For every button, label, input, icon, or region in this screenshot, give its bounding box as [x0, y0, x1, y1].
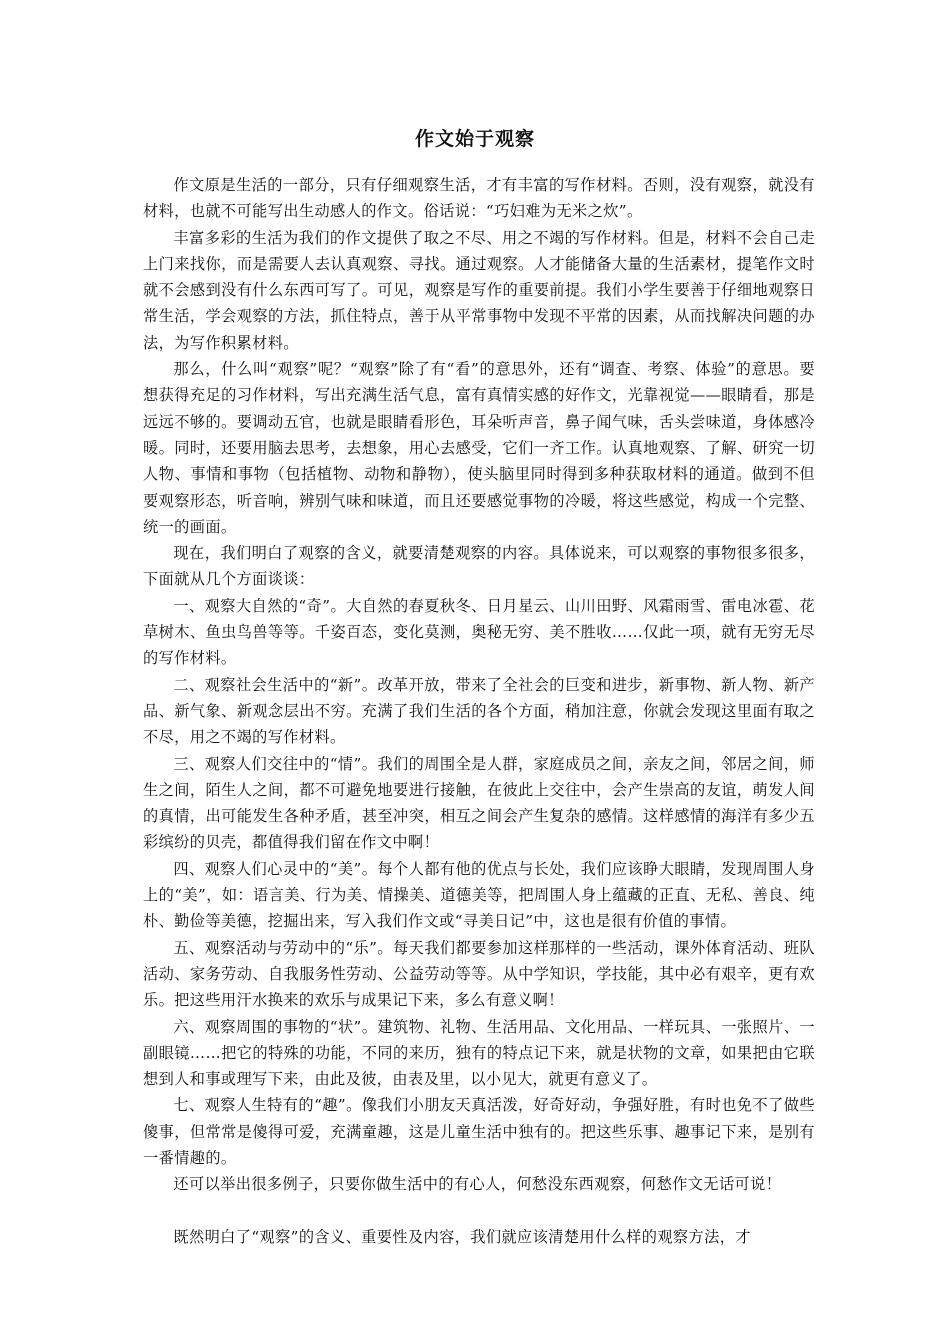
paragraph-gap [143, 1198, 815, 1224]
document-title: 作文始于观察 [414, 128, 535, 150]
paragraph-rich-life: 丰富多彩的生活为我们的作文提供了取之不尽、用之不竭的写作材料。但是，材料不会自己走上门来找你，而是需要人去认真观察、寻找。通过观察。人才能储备大量的生活素材，提笔作文时就不会感到没有什么东西可写了。可见，观察是写作的重要前提。我们小学生要善于仔细地观察日常生活，学会观察的方法，抓住特点，善于从平常事物中发现不平常的因素，从而找解决问题的办法，为写作积累材料。 [143, 228, 815, 352]
paragraph-intro: 作文原是生活的一部分，只有仔细观察生活，才有丰富的写作材料。否则，没有观察，就没有材料，也就不可能写出生动感人的作文。俗话说：“巧妇难为无米之炊”。 [143, 176, 815, 221]
paragraph-object-shape: 六、观察周围的事物的“状”。建筑物、礼物、生活用品、文化用品、一样玩具、一张照片、一副眼镜……把它的特殊的功能，不同的来历，独有的特点记下来，就是状物的文章，如果把由它联想到人和事或理写下来，由此及彼，由表及里，以小见大，就更有意义了。 [143, 1017, 815, 1089]
paragraph-what-is-observation: 那么，什么叫“观察”呢？“观察”除了有“看”的意思外，还有“调查、考察、体验”的意思。要想获得充足的习作材料，写出充满生活气息，富有真情实感的好作文，光靠视觉——眼睛看，那是远远不够的。要调动五官，也就是眼睛看形色，耳朵听声音，鼻子闻气味，舌头尝味道，身体感冷暖。同时，还要用脑去思考，去想象，用心去感受，它们一齐工作。认真地观察、了解、研究一切人物、事情和事物（包括植物、动物和静物），使头脑里同时得到多种获取材料的通道。做到不但要观察形态，听音响，辨别气味和味道，而且还要感觉事物的冷暖，将这些感觉，构成一个完整、统一的画面。 [143, 360, 815, 536]
paragraph-methods-intro: 既然明白了“观察”的含义、重要性及内容，我们就应该清楚用什么样的观察方法，才 [173, 1227, 751, 1246]
document-body [143, 172, 815, 1250]
paragraph-more-examples: 还可以举出很多例子，只要你做生活中的有心人，何愁没东西观察，何愁作文无话可说！ [173, 1175, 782, 1194]
paragraph-nature-wonder: 一、观察大自然的“奇”。大自然的春夏秋冬、日月星云、山川田野、风霜雨雪、雷电冰雹、花草树木、鱼虫鸟兽等等。千姿百态，变化莫测，奥秘无穷、美不胜收……仅此一项，就有无穷无尽的写作材料。 [143, 596, 815, 668]
paragraph-activity-joy: 五、观察活动与劳动中的“乐”。每天我们都要参加这样那样的一些活动，课外体育活动、班队活动、家务劳动、自我服务性劳动、公益劳动等等。从中学知识，学技能，其中必有艰辛，更有欢乐。把这些用汗水换来的欢乐与成果记下来，多么有意义啊！ [143, 938, 815, 1010]
paragraph-human-feelings: 三、观察人们交往中的“情”。我们的周围全是人群，家庭成员之间，亲友之间，邻居之间，师生之间，陌生人之间，都不可避免地要进行接触，在彼此上交往中，会产生崇高的友谊，萌发人间的真情，出可能发生各种矛盾，甚至冲突，相互之间会产生复杂的感情。这样感情的海洋有多少五彩缤纷的贝壳，都值得我们留在作文中啊！ [143, 754, 815, 852]
paragraph-inner-beauty: 四、观察人们心灵中的“美”。每个人都有他的优点与长处，我们应该睁大眼睛，发现周围人身上的“美”，如：语言美、行为美、情操美、道德美等，把周围人身上蕴藏的正直、无私、善良、纯朴、勤俭等美德，挖掘出来，写入我们作文或“寻美日记”中，这也是很有价值的事情。 [143, 859, 815, 931]
paragraph-observation-content: 现在，我们明白了观察的含义，就要清楚观察的内容。具体说来，可以观察的事物很多很多，下面就从几个方面谈谈： [143, 544, 815, 589]
paragraph-social-new: 二、观察社会生活中的“新”。改革开放，带来了全社会的巨变和进步，新事物、新人物、新产品、新气象、新观念层出不穷。充满了我们生活的各个方面，稍加注意，你就会发现这里面有取之不尽，用之不竭的写作材料。 [143, 675, 815, 747]
paragraph-life-fun: 七、观察人生特有的“趣”。像我们小朋友天真活泼，好奇好动，争强好胜，有时也免不了做些傻事，但常常是傻得可爱，充满童趣，这是儿童生活中独有的。把这些乐事、趣事记下来，是别有一番情趣的。 [143, 1096, 815, 1167]
